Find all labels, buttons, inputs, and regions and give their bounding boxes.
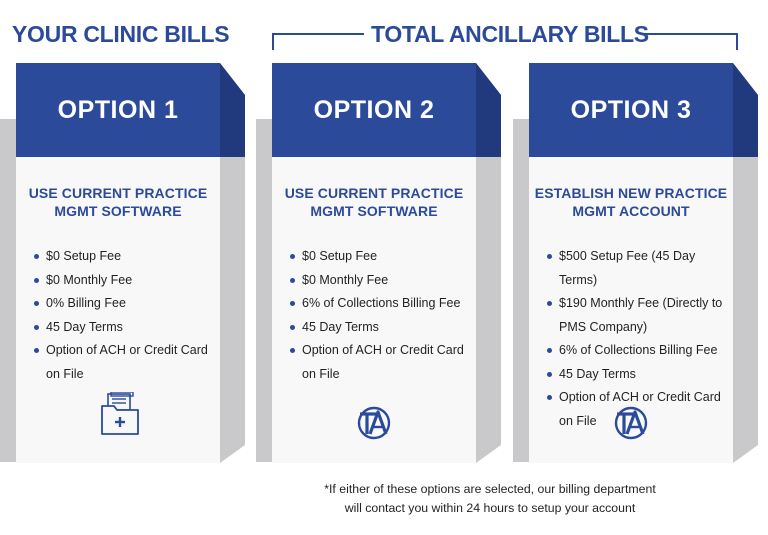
ancillary-bills-heading: TOTAL ANCILLARY BILLS bbox=[371, 21, 649, 47]
option-title-line: USE CURRENT PRACTICE bbox=[28, 185, 208, 201]
feature-list bbox=[34, 245, 216, 386]
feature-item: 45 Day Terms bbox=[547, 363, 729, 387]
option-card-1 bbox=[0, 63, 245, 464]
option-card-2 bbox=[256, 63, 501, 464]
option-body bbox=[272, 157, 476, 463]
feature-item: Option of ACH or Credit Card on File bbox=[547, 386, 729, 433]
option-title-line: MGMT SOFTWARE bbox=[310, 203, 438, 219]
footnote-line: will contact you within 24 hours to setup your account bbox=[344, 501, 636, 515]
footnote bbox=[300, 480, 680, 518]
feature-item: $190 Monthly Fee (Directly to PMS Company) bbox=[547, 292, 729, 339]
feature-item: $500 Setup Fee (45 Day Terms) bbox=[547, 245, 729, 292]
option-banner bbox=[272, 63, 476, 157]
option-title bbox=[16, 184, 220, 220]
feature-item: $0 Setup Fee bbox=[290, 245, 472, 269]
feature-item: $0 Setup Fee bbox=[34, 245, 216, 269]
option-body bbox=[529, 157, 733, 463]
option-title-line: MGMT SOFTWARE bbox=[54, 203, 182, 219]
feature-item: 6% of Collections Billing Fee bbox=[547, 339, 729, 363]
feature-item: 45 Day Terms bbox=[290, 316, 472, 340]
ta-logo-icon bbox=[611, 405, 651, 441]
feature-item: $0 Monthly Fee bbox=[290, 269, 472, 293]
feature-item: $0 Monthly Fee bbox=[34, 269, 216, 293]
option-label: OPTION 2 bbox=[313, 95, 435, 124]
ta-logo-icon bbox=[354, 405, 394, 441]
option-title bbox=[529, 184, 733, 220]
feature-item: 6% of Collections Billing Fee bbox=[290, 292, 472, 316]
feature-list bbox=[290, 245, 472, 386]
feature-item: 45 Day Terms bbox=[34, 316, 216, 340]
option-title-line: USE CURRENT PRACTICE bbox=[284, 185, 464, 201]
feature-item: 0% Billing Fee bbox=[34, 292, 216, 316]
option-title-line: ESTABLISH NEW PRACTICE bbox=[534, 185, 728, 201]
medical-folder-icon bbox=[100, 392, 140, 436]
option-title bbox=[272, 184, 476, 220]
bracket-left bbox=[272, 33, 364, 50]
footnote-line: *If either of these options are selected, our billing department bbox=[324, 482, 656, 496]
feature-item: Option of ACH or Credit Card on File bbox=[34, 339, 216, 386]
option-label: OPTION 1 bbox=[57, 95, 179, 124]
option-banner bbox=[529, 63, 733, 157]
option-label: OPTION 3 bbox=[570, 95, 692, 124]
option-card-3 bbox=[513, 63, 758, 464]
bracket-right bbox=[641, 33, 738, 50]
option-banner bbox=[16, 63, 220, 157]
option-body bbox=[16, 157, 220, 463]
feature-item: Option of ACH or Credit Card on File bbox=[290, 339, 472, 386]
option-title-line: MGMT ACCOUNT bbox=[572, 203, 690, 219]
clinic-bills-heading: YOUR CLINIC BILLS bbox=[12, 21, 230, 47]
